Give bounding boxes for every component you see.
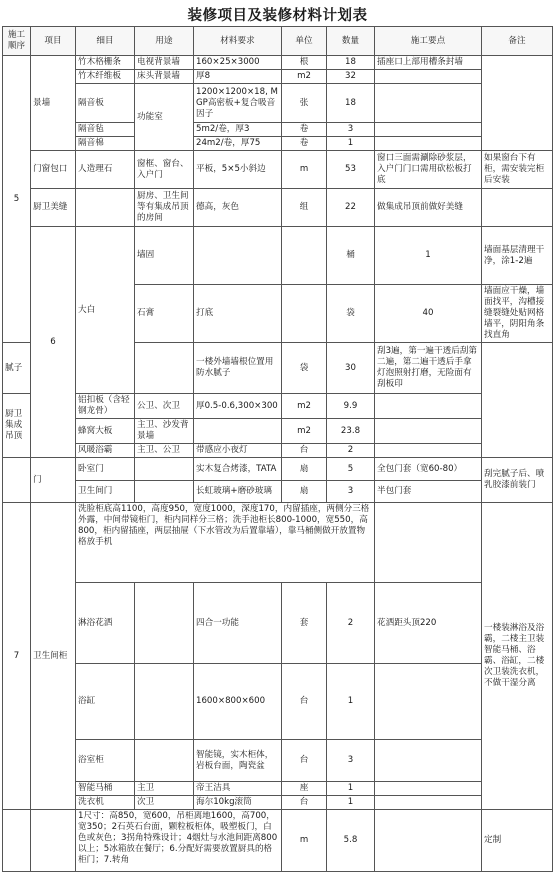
item-cell: 智能马桶 [76,782,135,796]
qty-cell: 1 [327,664,375,740]
material-cell: 带感应小夜灯 [194,444,282,458]
col-item-header: 细目 [76,27,135,56]
spec-text-cell [76,810,282,872]
table-row [3,503,553,583]
keypoint-cell: 墙面基层清理干净，涂1-2遍 [482,227,553,285]
unit-cell: 卷 [282,123,327,137]
unit-cell: 组 [282,189,327,227]
use-cell [194,227,282,285]
material-cell: 一楼外墙墙根位置用防水腻子 [194,343,282,394]
col-qty-header: 数量 [327,27,375,56]
qty-cell: 40 [375,285,482,343]
unit-cell: 袋 [282,343,327,394]
use-cell: 公卫、次卫 [135,394,194,419]
item-cell: 隔音板 [76,84,135,123]
table-row [3,56,553,70]
qty-cell: 1 [375,227,482,285]
item-cell: 洗衣机 [76,796,135,810]
item-cell [76,189,135,227]
item-cell: 浴室柜 [76,740,135,782]
material-cell: 帝王洁具 [194,782,282,796]
table-row [3,782,553,796]
col-keypoints-header: 施工要点 [375,27,482,56]
remark-cell: 定制 [482,810,553,872]
material-cell: 160×25×3000 [194,56,282,70]
keypoint-cell: 刮3遍，第一遍干透后刮第二遍，第二遍干透后手拿灯泡照射打磨，无险面有刮板印 [375,343,482,394]
qty-cell: 18 [327,84,375,123]
qty-cell: 5.8 [327,810,375,872]
col-project-header: 项目 [31,27,76,56]
qty-cell: 9.9 [327,394,375,419]
remark-cell: 一楼装淋浴及浴霸，二楼主卫装智能马桶、浴霸、浴缸，二楼次卫装洗衣机，不做干湿分离 [482,503,553,810]
spec-text: 1尺寸：高850，宽600，吊柜离地1600，高700，宽350；2石英石台面，颗粒板柜体，吸塑板门，白色或灰色；3拐角特殊设计；4烟灶与水池间距离800以上；5冰箱放在餐厅；6.分配好需要放置厨具的格柜门；7.转角 [78,811,278,865]
item-cell: 淋浴花洒 [76,583,135,664]
table-row [3,796,553,810]
material-cell: 厚0.5-0.6,300×300 [194,394,282,419]
unit-cell: m2 [282,70,327,84]
keypoint-cell: 插座口上部用槽条封墙 [375,56,482,70]
item-cell: 浴缸 [76,664,135,740]
remark-cell [482,56,553,151]
material-cell: 长虹玻璃+磨砂玻璃 [194,481,282,503]
unit-cell: 扇 [282,481,327,503]
unit-cell: 根 [282,56,327,70]
use-cell: 床头背景墙 [135,70,194,84]
table-row [3,740,553,782]
keypoint-cell: 墙面应干燥，墙面找平，沟槽接缝裂缝处贴网格墙平，阴阳角条找直角 [482,285,553,343]
unit-cell: 套 [282,583,327,664]
use-cell: 电视背景墙 [135,56,194,70]
qty-cell: 1 [327,782,375,796]
seq-cell: 7 [3,503,31,810]
unit-cell: 座 [282,782,327,796]
use-cell: 主卫、公卫 [135,444,194,458]
qty-cell: 3 [327,740,375,782]
unit-cell: 台 [282,740,327,782]
table-row [3,227,553,285]
use-cell [135,481,194,503]
seq-cell [3,458,31,503]
item-cell: 隔音毡 [76,123,135,137]
keypoint-cell: 做集成吊顶前做好美缝 [375,189,482,227]
qty-cell: 2 [327,583,375,664]
use-cell: 主卫、沙发背景墙 [135,419,194,444]
item-cell: 铝扣板（含轻钢龙骨） [76,394,135,419]
seq-cell: 5 [3,56,31,343]
unit-cell: 台 [282,664,327,740]
table-row [3,137,553,151]
seq-cell [3,810,31,872]
keypoint-cell [375,782,482,796]
project-cell: 卫生间柜 [31,503,76,810]
item-cell: 卫生间门 [76,481,135,503]
col-unit-header: 单位 [282,27,327,56]
col-remarks-header: 备注 [482,27,553,56]
keypoint-cell: 窗口三面需涮除砂浆层，入户门门口需用砍松板打底 [375,151,482,189]
project-cell: 门窗包口 [31,151,76,189]
keypoint-cell: 半包门套 [375,481,482,503]
project-cell: 厨卫集成吊顶 [3,394,31,458]
table-row [3,583,553,664]
keypoint-cell [375,740,482,782]
table-row [3,84,553,123]
unit-cell: m [282,151,327,189]
unit-cell: 桶 [327,227,375,285]
material-cell: 海尔10kg滚筒 [194,796,282,810]
table-row [3,151,553,189]
col-material-header: 材料要求 [194,27,282,56]
material-cell [282,285,327,343]
keypoint-cell [375,84,482,123]
use-cell: 厨房、卫生间等有集成吊顶的房间 [135,189,194,227]
unit-cell: 袋 [327,285,375,343]
keypoint-cell: 全包门套（宽60-80） [375,458,482,481]
table-row [3,419,553,444]
qty-cell: 2 [327,444,375,458]
material-cell: 1200×1200×18, MGP高密板+复合吸音因子 [194,84,282,123]
item-cell: 腻子 [3,343,31,394]
use-cell: 功能室 [135,84,194,151]
remark-cell: 如果窗台下有柜，需安装完柜后安装 [482,151,553,189]
use-cell [135,740,194,782]
item-cell: 竹木格栅条 [76,56,135,70]
unit-cell: m [282,810,327,872]
project-cell: 门 [31,458,76,503]
qty-cell: 23.8 [327,419,375,444]
use-cell [135,343,194,394]
qty-cell: 53 [327,151,375,189]
unit-cell: 台 [282,796,327,810]
qty-cell: 18 [327,56,375,70]
keypoint-cell [375,503,482,583]
qty-cell: 3 [327,123,375,137]
keypoint-cell [375,123,482,137]
project-cell: 厨卫美缝 [31,189,76,227]
unit-cell: m2 [282,394,327,419]
seq-cell: 6 [31,227,76,458]
material-cell: 厚8 [194,70,282,84]
keypoint-cell [375,419,482,444]
item-cell: 风暖浴霸 [76,444,135,458]
material-cell: 24m2/卷，厚75 [194,137,282,151]
unit-cell: 张 [282,84,327,123]
col-use-header: 用途 [135,27,194,56]
material-cell: 5m2/卷，厚3 [194,123,282,137]
use-cell: 次卫 [135,796,194,810]
keypoint-cell [375,137,482,151]
remark-cell [482,189,553,227]
qty-cell: 1 [327,137,375,151]
keypoint-cell [375,664,482,740]
material-cell: 平板，5×5小斜边 [194,151,282,189]
qty-cell: 5 [327,458,375,481]
table-row [3,444,553,458]
table-row [3,810,553,872]
table-row [3,458,553,481]
project-cell: 景墙 [31,56,76,151]
unit-cell: 扇 [282,458,327,481]
table-row [3,664,553,740]
keypoint-cell [375,444,482,458]
spec-text-cell: 洗脸柜底高1100，高度950，宽度1000，深度170，内留插座，两侧分三格外露，中间带镜柜门，柜内同样分三格；洗手池柜长800-1000，宽550，高800，柜内留插座，两层抽屉（下水管改为后置靠墙），靠马桶侧做开放置物格放手机 [76,503,375,583]
table-row [3,481,553,503]
use-cell [135,458,194,481]
remark-cell: 刮完腻子后、喷乳胶漆前装门 [482,458,553,503]
material-cell [282,227,327,285]
item-cell: 隔音棉 [76,137,135,151]
material-cell [194,419,282,444]
unit-cell: m2 [282,419,327,444]
item-cell: 卧室门 [76,458,135,481]
use-cell [135,664,194,740]
material-cell: 实木复合烤漆，TATA [194,458,282,481]
item-cell: 石膏 [135,285,194,343]
material-cell: 四合一功能 [194,583,282,664]
qty-cell: 1 [327,796,375,810]
item-cell: 人造理石 [76,151,135,189]
qty-cell: 32 [327,70,375,84]
unit-cell: 卷 [282,137,327,151]
keypoint-cell [375,796,482,810]
keypoint-cell: 花洒距头顶220 [375,583,482,664]
use-cell: 主卫 [135,782,194,796]
item-cell: 竹木纤维板 [76,70,135,84]
table-row [3,394,553,419]
qty-cell: 30 [327,343,375,394]
item-cell: 墙固 [135,227,194,285]
use-cell: 窗框、窗台、入户门 [135,151,194,189]
table-row [3,70,553,84]
project-cell [31,810,76,872]
item-cell: 蜂窝大板 [76,419,135,444]
use-cell [135,583,194,664]
table-row [3,123,553,137]
page-title: 装修项目及装修材料计划表 [187,8,368,24]
keypoint-cell [375,810,482,872]
material-cell: 1600×800×600 [194,664,282,740]
material-cell: 智能镜，实木柜体，岩板台面，陶瓷盆 [194,740,282,782]
col-seq-header: 施工顺序 [3,27,31,56]
qty-cell: 3 [327,481,375,503]
unit-cell: 台 [282,444,327,458]
header-row [3,27,553,56]
material-cell: 德高，灰色 [194,189,282,227]
keypoint-cell [375,394,482,419]
qty-cell: 22 [327,189,375,227]
use-cell: 打底 [194,285,282,343]
keypoint-cell [375,70,482,84]
material-plan-table [2,26,553,872]
table-row [3,189,553,227]
project-cell: 大白 [76,227,135,394]
